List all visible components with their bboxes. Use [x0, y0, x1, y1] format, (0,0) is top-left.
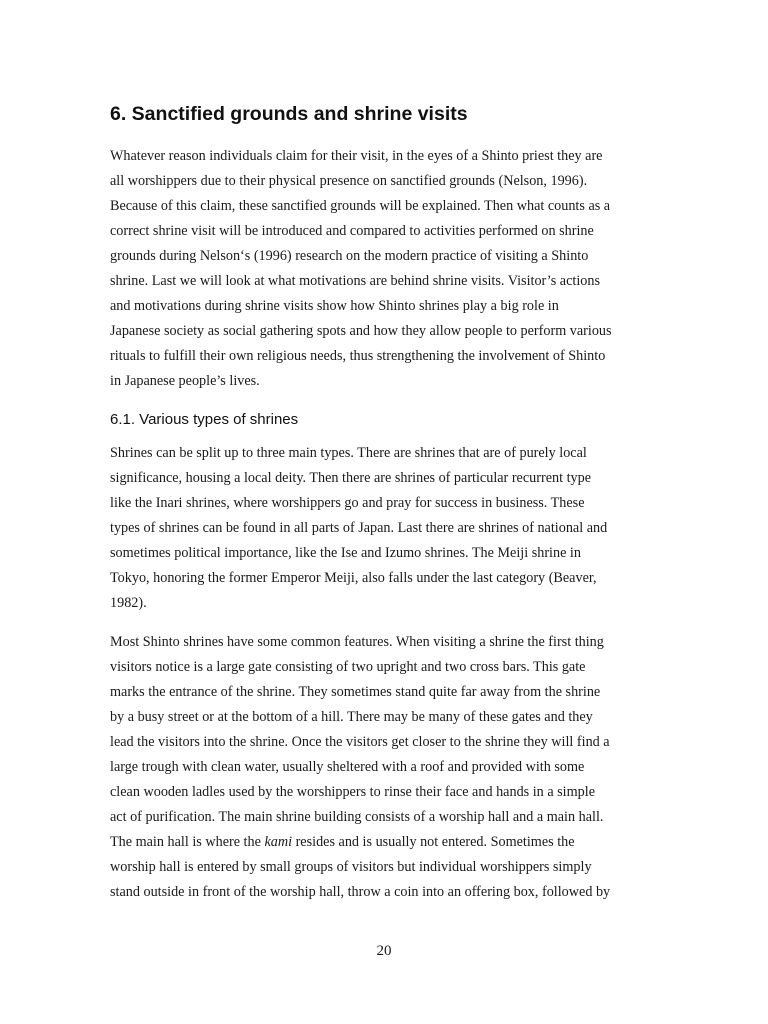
page-number: 20 — [376, 943, 392, 959]
text-line: Tokyo, honoring the former Emperor Meiji, also falls under the last category (Beaver, — [110, 570, 597, 586]
text-line: Because of this claim, these sanctified grounds will be explained. Then what counts as a — [110, 198, 611, 214]
shrine-types-paragraph — [110, 441, 670, 616]
text-segment: resides and is usually not entered. Sometimes the — [292, 834, 575, 850]
text-line: significance, housing a local deity. Then there are shrines of particular recurrent type — [110, 470, 591, 486]
text-line: all worshippers due to their physical presence on sanctified grounds (Nelson, 1996). — [110, 173, 588, 189]
text-line: in Japanese people’s lives. — [110, 373, 260, 389]
text-line: shrine. Last we will look at what motivations are behind shrine visits. Visitor’s actions — [110, 273, 600, 289]
text-line: types of shrines can be found in all parts of Japan. Last there are shrines of national and — [110, 520, 608, 536]
text-line: clean wooden ladles used by the worshippers to rinse their face and hands in a simple — [110, 784, 595, 800]
intro-paragraph — [110, 144, 670, 394]
text-line: Whatever reason individuals claim for their visit, in the eyes of a Shinto priest they are — [110, 148, 603, 164]
text-line: correct shrine visit will be introduced and compared to activities performed on shrine — [110, 223, 594, 239]
text-line: act of purification. The main shrine building consists of a worship hall and a main hall. — [110, 809, 604, 825]
text-line: and motivations during shrine visits show how Shinto shrines play a big role in — [110, 298, 559, 314]
text-line: grounds during Nelson‘s (1996) research on the modern practice of visiting a Shinto — [110, 248, 589, 264]
text-line: Shrines can be split up to three main types. There are shrines that are of purely local — [110, 445, 587, 461]
subsection-heading: 6.1. Various types of shrines — [110, 411, 299, 428]
text-segment: The main hall is where the — [110, 834, 265, 850]
text-line: visitors notice is a large gate consisting of two upright and two cross bars. This gate — [110, 659, 586, 675]
kami-term: kami — [264, 834, 293, 850]
shrine-features-paragraph — [110, 630, 670, 905]
text-line: sometimes political importance, like the Ise and Izumo shrines. The Meiji shrine in — [110, 545, 581, 561]
text-line: rituals to fulfill their own religious needs, thus strengthening the involvement of Shinto — [110, 348, 606, 364]
text-line: by a busy street or at the bottom of a hill. There may be many of these gates and they — [110, 709, 593, 725]
text-line: 1982). — [110, 595, 147, 611]
text-line: marks the entrance of the shrine. They sometimes stand quite far away from the shrine — [110, 684, 601, 700]
text-line: large trough with clean water, usually sheltered with a roof and provided with some — [110, 759, 585, 775]
section-heading: 6. Sanctified grounds and shrine visits — [110, 103, 468, 125]
text-line: worship hall is entered by small groups of visitors but individual worshippers simply — [110, 859, 592, 875]
text-line — [110, 830, 670, 855]
text-line: stand outside in front of the worship hall, throw a coin into an offering box, followed by — [110, 884, 611, 900]
text-line: Most Shinto shrines have some common features. When visiting a shrine the first thing — [110, 634, 604, 650]
text-line: Japanese society as social gathering spots and how they allow people to perform various — [110, 323, 612, 339]
text-line: like the Inari shrines, where worshippers go and pray for success in business. These — [110, 495, 585, 511]
text-line: lead the visitors into the shrine. Once the visitors get closer to the shrine they will find a — [110, 734, 610, 750]
